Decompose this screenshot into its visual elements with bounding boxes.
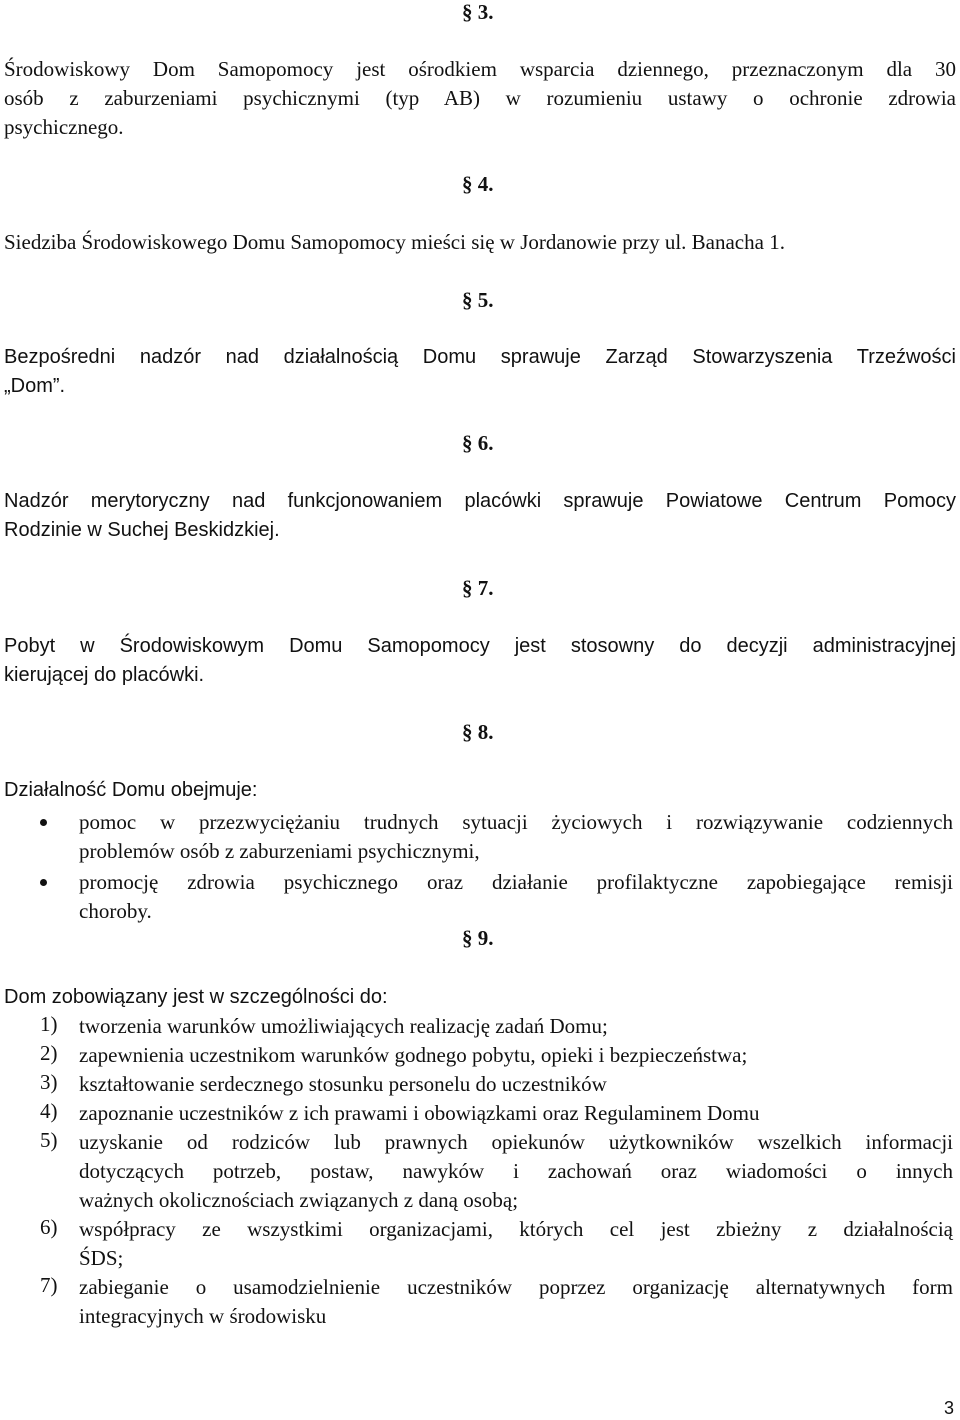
bullet-1-line-1: pomoc w przezwyciężaniu trudnych sytuacji życiowych i rozwiązywanie codziennych xyxy=(79,810,953,834)
list-item-number: 2) xyxy=(40,1041,58,1065)
paragraph-6-line-1: Nadzór merytoryczny nad funkcjonowaniem placówki sprawuje Powiatowe Centrum Pomocy xyxy=(4,490,956,512)
paragraph-8-intro: Działalność Domu obejmuje: xyxy=(4,779,258,801)
list-item-number: 3) xyxy=(40,1070,58,1094)
page-number: 3 xyxy=(943,1398,954,1418)
list-item-line: dotyczących potrzeb, postaw, nawyków i zachowań oraz wiadomości o innych xyxy=(79,1159,953,1183)
section-heading-7: § 7. xyxy=(462,576,494,600)
list-item-number: 6) xyxy=(40,1215,58,1239)
list-item-line: tworzenia warunków umożliwiających realizację zadań Domu; xyxy=(79,1014,608,1038)
list-item-line: zabieganie o usamodzielnienie uczestników poprzez organizację alternatywnych form xyxy=(79,1275,953,1299)
list-item-number: 1) xyxy=(40,1012,58,1036)
section-heading-6: § 6. xyxy=(462,431,494,455)
bullet-1-line-2: problemów osób z zaburzeniami psychicznymi, xyxy=(79,839,480,863)
list-item-line: ŚDS; xyxy=(79,1246,124,1270)
section-heading-5: § 5. xyxy=(462,288,494,312)
paragraph-9-intro: Dom zobowiązany jest w szczególności do: xyxy=(4,986,388,1008)
paragraph-6-line-2: Rodzinie w Suchej Beskidzkiej. xyxy=(4,519,280,541)
list-item-number: 4) xyxy=(40,1099,58,1123)
section-heading-8: § 8. xyxy=(462,720,494,744)
paragraph-3-line-1: Środowiskowy Dom Samopomocy jest ośrodkiem wsparcia dziennego, przeznaczonym dla 30 xyxy=(4,57,956,81)
paragraph-4-line-1: Siedziba Środowiskowego Domu Samopomocy mieści się w Jordanowie przy ul. Banacha 1. xyxy=(4,230,785,254)
section-heading-9: § 9. xyxy=(462,926,494,950)
bullet-2-line-1: promocję zdrowia psychicznego oraz działanie profilaktyczne zapobiegające remisji xyxy=(79,870,953,894)
bullet-dot-2 xyxy=(40,879,47,886)
list-item-line: współpracy ze wszystkimi organizacjami, których cel jest zbieżny z działalnością xyxy=(79,1217,953,1241)
paragraph-3-line-2: osób z zaburzeniami psychicznymi (typ AB) w rozumieniu ustawy o ochronie zdrowia xyxy=(4,86,956,110)
bullet-dot-1 xyxy=(40,819,47,826)
paragraph-5-line-1: Bezpośredni nadzór nad działalnością Domu sprawuje Zarząd Stowarzyszenia Trzeźwości xyxy=(4,346,956,368)
list-item-number: 7) xyxy=(40,1273,58,1297)
paragraph-7-line-1: Pobyt w Środowiskowym Domu Samopomocy jest stosowny do decyzji administracyjnej xyxy=(4,635,956,657)
list-item-line: kształtowanie serdecznego stosunku personelu do uczestników xyxy=(79,1072,607,1096)
list-item-line: integracyjnych w środowisku xyxy=(79,1304,327,1328)
paragraph-3-line-3: psychicznego. xyxy=(4,115,124,139)
bullet-2-line-2: choroby. xyxy=(79,899,152,923)
section-heading-4: § 4. xyxy=(462,172,494,196)
list-item-line: ważnych okolicznościach związanych z daną osobą; xyxy=(79,1188,519,1212)
list-item-line: zapewnienia uczestnikom warunków godnego pobytu, opieki i bezpieczeństwa; xyxy=(79,1043,748,1067)
list-item-line: zapoznanie uczestników z ich prawami i obowiązkami oraz Regulaminem Domu xyxy=(79,1101,760,1125)
paragraph-7-line-2: kierującej do placówki. xyxy=(4,664,205,686)
section-heading-3: § 3. xyxy=(462,0,494,24)
list-item-number: 5) xyxy=(40,1128,58,1152)
paragraph-5-line-2: „Dom”. xyxy=(4,375,66,397)
list-item-line: uzyskanie od rodziców lub prawnych opiekunów użytkowników wszelkich informacji xyxy=(79,1130,953,1154)
